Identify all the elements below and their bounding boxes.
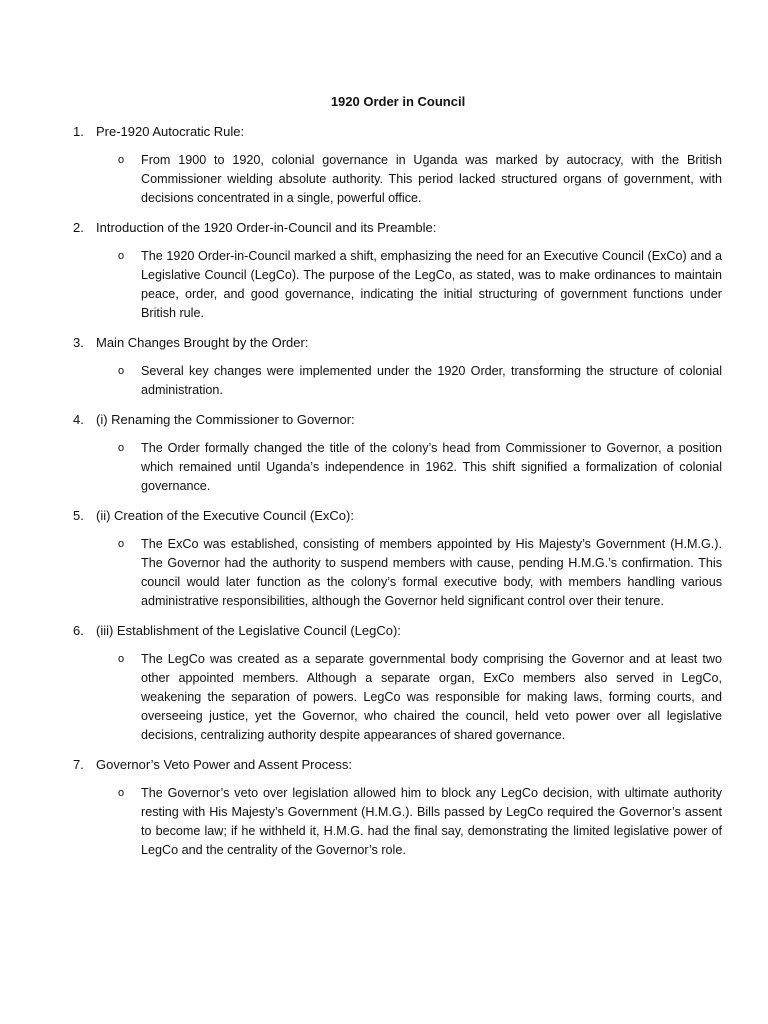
list-item-heading-row bbox=[0, 410, 768, 429]
circle-bullet-icon: o bbox=[118, 442, 125, 454]
list-item-heading: Introduction of the 1920 Order-in-Council and its Preamble: bbox=[96, 220, 437, 235]
list-item-heading: (ii) Creation of the Executive Council (ExCo): bbox=[96, 508, 354, 523]
list-item bbox=[0, 122, 768, 208]
circle-bullet-icon: o bbox=[118, 653, 125, 665]
sub-bullet-text: From 1900 to 1920, colonial governance in Uganda was marked by autocracy, with the British Commissioner wielding absolute authority. This period lacked structured organs of government, with decisions concentrated in a single, powerful office. bbox=[141, 153, 722, 205]
list-item-heading: Main Changes Brought by the Order: bbox=[96, 335, 309, 350]
list-item-heading-row bbox=[0, 755, 768, 774]
circle-bullet-icon: o bbox=[118, 538, 125, 550]
sub-bullet-text: The LegCo was created as a separate governmental body comprising the Governor and at least two other appointed members. Although a separate organ, ExCo members also served in LegCo, weakening the separation of powers. LegCo was responsible for making laws, forming courts, and overseeing justice, yet the Governor, who chaired the council, held veto power over all legislative decisions, centralizing authority despite appearances of shared governance. bbox=[141, 652, 722, 742]
list-item bbox=[0, 333, 768, 400]
sub-bullet-text: The ExCo was established, consisting of members appointed by His Majesty’s Government (H.M.G.). The Governor had the authority to suspend members with cause, pending H.M.G.’s confirmation. This council would later function as the colony’s formal executive body, with members handling various administrative responsibilities, although the Governor held significant control over their tenure. bbox=[141, 537, 722, 608]
list-item-number: 7. bbox=[73, 757, 84, 772]
list-item bbox=[0, 755, 768, 860]
circle-bullet-icon: o bbox=[118, 250, 125, 262]
list-item-heading-row bbox=[0, 218, 768, 237]
list-item-heading-row bbox=[0, 621, 768, 640]
circle-bullet-icon: o bbox=[118, 365, 125, 377]
list-item-number: 2. bbox=[73, 220, 84, 235]
sub-bullet-text: The Order formally changed the title of the colony’s head from Commissioner to Governor, a position which remained until Uganda’s independence in 1962. This shift signified a formalization of colonial governance. bbox=[141, 441, 722, 493]
circle-bullet-icon: o bbox=[118, 154, 125, 166]
list-item-number: 3. bbox=[73, 335, 84, 350]
list-item-heading: Governor’s Veto Power and Assent Process: bbox=[96, 757, 353, 772]
numbered-list bbox=[0, 122, 768, 870]
sub-bullet-text: The 1920 Order-in-Council marked a shift, emphasizing the need for an Executive Council (ExCo) and a Legislative Council (LegCo). The purpose of the LegCo, as stated, was to make ordinances to maintain peace, order, and good governance, indicating the initial structuring of government functions under British rule. bbox=[141, 249, 722, 320]
list-item-number: 5. bbox=[73, 508, 84, 523]
circle-bullet-icon: o bbox=[118, 787, 125, 799]
list-item-heading-row bbox=[0, 506, 768, 525]
list-item-heading: Pre-1920 Autocratic Rule: bbox=[96, 124, 245, 139]
list-item bbox=[0, 621, 768, 745]
document-title: 1920 Order in Council bbox=[330, 94, 466, 109]
list-item-heading: (iii) Establishment of the Legislative Council (LegCo): bbox=[96, 623, 401, 638]
sub-bullet bbox=[0, 151, 768, 208]
sub-bullet-text: The Governor’s veto over legislation allowed him to block any LegCo decision, with ultimate authority resting with His Majesty’s Government (H.M.G.). Bills passed by LegCo required the Governor’s assent to become law; if he withheld it, H.M.G. had the final say, demonstrating the limited legislative power of LegCo and the centrality of the Governor’s role. bbox=[141, 786, 722, 857]
sub-bullet bbox=[0, 784, 768, 860]
sub-bullet bbox=[0, 535, 768, 611]
list-item bbox=[0, 218, 768, 323]
sub-bullet bbox=[0, 362, 768, 400]
list-item-heading-row bbox=[0, 333, 768, 352]
list-item bbox=[0, 410, 768, 496]
sub-bullet bbox=[0, 247, 768, 323]
list-item-heading-row bbox=[0, 122, 768, 141]
list-item-number: 6. bbox=[73, 623, 84, 638]
sub-bullet bbox=[0, 650, 768, 745]
sub-bullet-text: Several key changes were implemented under the 1920 Order, transforming the structure of colonial administration. bbox=[141, 364, 722, 397]
list-item-number: 4. bbox=[73, 412, 84, 427]
list-item bbox=[0, 506, 768, 611]
list-item-number: 1. bbox=[73, 124, 84, 139]
list-item-heading: (i) Renaming the Commissioner to Governor: bbox=[96, 412, 355, 427]
sub-bullet bbox=[0, 439, 768, 496]
